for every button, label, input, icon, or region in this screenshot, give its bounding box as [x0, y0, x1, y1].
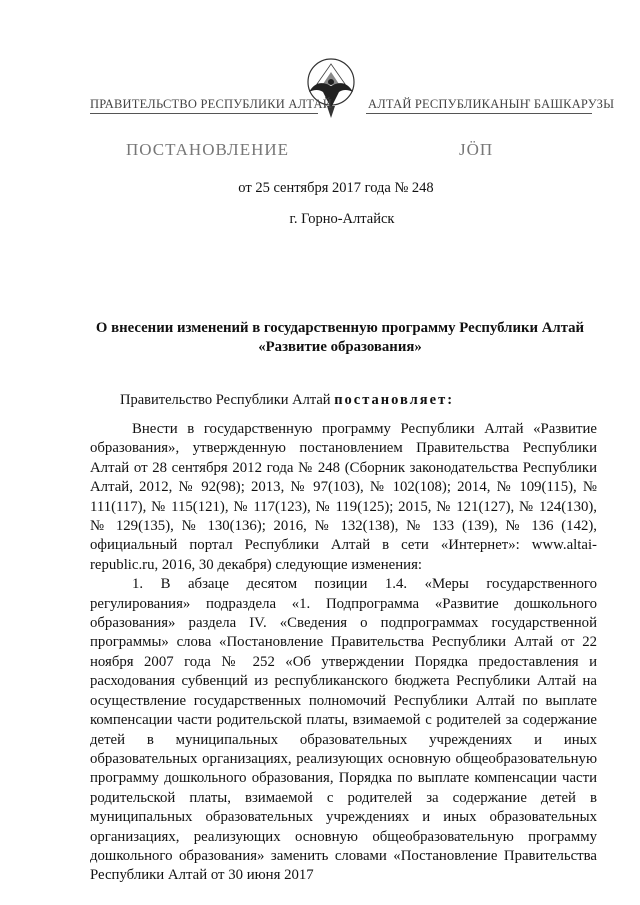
- header-right-text: АЛТАЙ РЕСПУБЛИКАНЫҤ БАШКАРУЗЫ: [368, 97, 615, 111]
- paragraph-1: Внести в государственную программу Республики Алтай «Развитие образования», утвержденную постановлением Правительства Республики Алтай от 28 сентября 2012 года № 248 (Сборник законодательства Республики Алтай, 2012, № 92(98); 2013, № 97(103), № 102(108); 2014, № 109(115), № 111(117), № 115(121), № 117(123), № 119(125); 2015, № 121(127), № 124(130), № 129(135), № 130(136); 2016, № 132(138), № 133 (139), № 136 (142), официальный портал Республики Алтай в сети «Интернет»: www.altai-republic.ru, 2016, 30 декабря) следующие изменения:: [90, 421, 597, 573]
- preamble-subject: Правительство Республики Алтай: [120, 392, 331, 408]
- doc-type-right: ЈӦП: [459, 140, 494, 159]
- document-title: [60, 319, 620, 357]
- title-line-1: О внесении изменений в государственную программу Республики Алтай: [95, 320, 585, 336]
- header-left-text: ПРАВИТЕЛЬСТВО РЕСПУБЛИКИ АЛТАЙ: [90, 97, 332, 111]
- title-line-2: «Развитие образования»: [258, 339, 422, 355]
- doc-type-left: ПОСТАНОВЛЕНИЕ: [126, 140, 290, 159]
- preamble-verb: постановляет:: [334, 392, 455, 408]
- preamble: [120, 392, 454, 409]
- city-line: г. Горно-Алтайск: [289, 211, 395, 227]
- paragraph-2: 1. В абзаце десятом позиции 1.4. «Меры государственного регулирования» подраздела «1. Подпрограмма «Развитие дошкольного образования» раздела IV. «Сведения о подпрограммах государственной программы» слова «Постановление Правительства Республики Алтай от 22 ноября 2007 года № 252 «Об утверждении Порядка предоставления и расходования субвенций из республиканского бюджета Республики Алтай на осуществление государственных полномочий Республики Алтай по выплате компенсации части родительской платы, взимаемой с родителей за содержание детей в муниципальных образовательных учреждениях и иных образовательных организациях, реализующих основную общеобразовательную программу дошкольного образования, Порядка по выплате компенсации части родительской платы, взимаемой с родителей за содержание детей в муниципальных образовательных учреждениях и иных образовательных организациях, реализующих основную общеобразовательную программу дошкольного образования» заменить словами «Постановление Правительства Республики Алтай от 30 июня 2017: [90, 576, 597, 884]
- document-body: [90, 420, 597, 886]
- header-right-rule: [366, 113, 592, 114]
- date-line: от 25 сентября 2017 года № 248: [238, 180, 434, 196]
- header-left-rule: [90, 113, 318, 114]
